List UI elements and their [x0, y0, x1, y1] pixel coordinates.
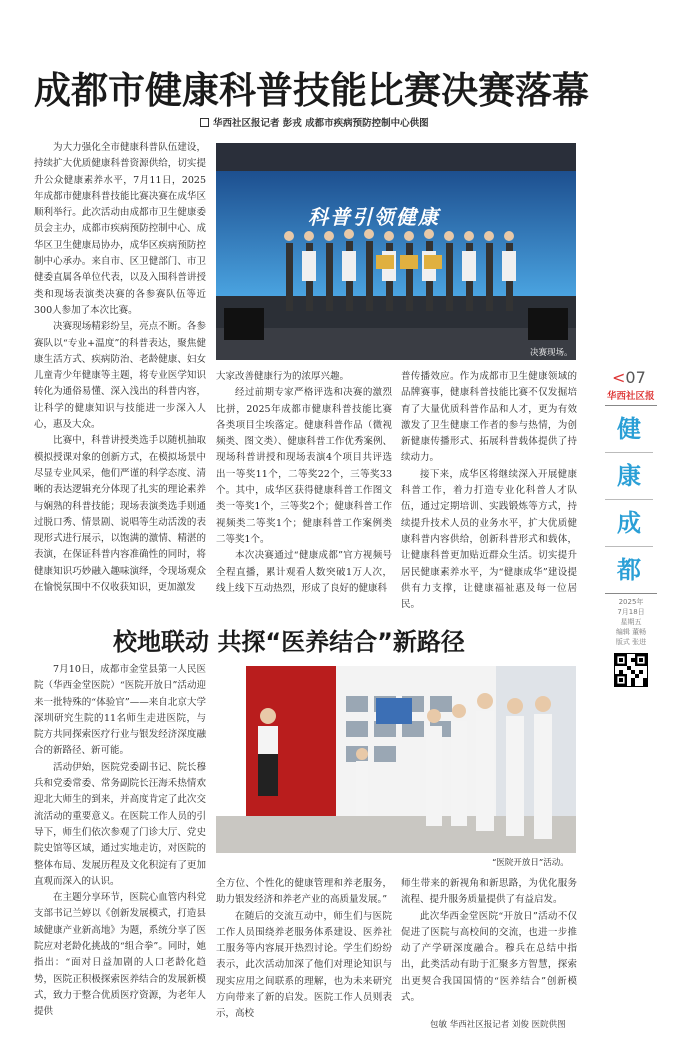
- issue-editor: 编辑 董畅: [615, 628, 647, 636]
- paragraph: 为大力强化全市健康科普队伍建设，持续扩大优质健康科普资源供给，切实提升公众健康素养水平，7月11日，2025年成都市健康科普技能比赛决赛在成华区顺利举行。此次活动由成都市卫生健康委员会主办，成都市疾病预防控制中心、成华区卫生健康局协办，成华区疾病预防控制中心承办。来自市、区卫健部门、市卫健委直属各单位代表，以及入围科普讲授类和现场表演类决赛的各参赛队伍等近300人参加了本次比赛。: [34, 142, 206, 316]
- issue-date: 2025年: [618, 598, 644, 606]
- paragraph: 在主题分享环节，医院心血管内科党支部书记兰婷以《创新发展模式，打造县域健康产业新高地》为题，系统分享了医院应对老龄化挑战的“组合拳”。同时，她指出：“面对日益加剧的人口老龄化趋势，医院正积极探索医养结合的发展新模式，致力于整合优质医疗资源，为老年人提供: [34, 892, 206, 1018]
- article2-photo: [216, 666, 576, 853]
- paragraph: 比赛中，科普讲授类选手以随机抽取模拟授课对象的创新方式，在模拟场景中尽显专业风采，他们严谨的科学态度、清晰的表达逻辑充分体现了扎实的理论素养与娴熟的科普技能；现场表演类选手则通过脱口秀、情景剧、说唱等生动活泼的表现形式进行展示，以饱满的激情、精湛的表演，在保证科普内容准确性的同时，将健康知识巧妙融入趣味演绎，令现场观众在愉悦氛围中不仅收获知识，更加激发: [34, 435, 206, 594]
- paragraph: 活动伊始，医院党委副书记、院长穆兵和党委常委、常务副院长汪海禾热情欢迎北大师生的到来，并高度肯定了此次交流活动的重要意义。在医院工作人员的引导下，师生们依次参观了门诊大厅、党史院史馆等区域，通过实地走访，对医院的整体布局、发展历程及文化积淀有了更加直观而深入的认识。: [34, 761, 206, 887]
- article2-photo-caption: “医院开放日”活动。: [492, 858, 569, 868]
- paragraph: 全方位、个性化的健康管理和养老服务，助力银发经济和养老产业的高质量发展。”: [216, 878, 392, 906]
- issue-layout: 版式 张进: [615, 638, 647, 646]
- issue-meta: [605, 597, 657, 647]
- issue-weekday: 星期五: [620, 618, 642, 626]
- article1-photo: [216, 143, 576, 360]
- byline-box-icon: [200, 118, 209, 127]
- qr-code-icon: [614, 653, 648, 687]
- article2-column-2: [216, 876, 392, 1023]
- issue-date: 7月18日: [617, 608, 645, 616]
- paragraph: 7月10日，成都市金堂县第一人民医院（华西金堂医院）“医院开放日”活动迎来一批特殊的“体验官”——来自北京大学深圳研究生院的11名师生走进医院，与院方共同探索医疗行业与银发经济深度融合的新路径、新可能。: [34, 664, 206, 757]
- page-number: <07: [612, 368, 646, 387]
- section-title-char: 都: [617, 555, 641, 584]
- paragraph: 决赛现场精彩纷呈，亮点不断。各参赛队以“专业+温度”的科普表达，聚焦健康生活方式、疾病防治、老龄健康、妇女儿童青少年健康等主题，将专业医学知识转化为通俗易懂、深入浅出的科普内容，让科学的健康知识与技能进一步深入人心，惠及大众。: [34, 321, 206, 431]
- paragraph: 接下来，成华区将继续深入开展健康科普工作，着力打造专业化科普人才队伍，通过定期培训、实践锻炼等方式，持续提升技术人员的业务水平，扩大优质健康科普内容供给，创新科普形式和载体，让健康科普更加贴近群众生活。切实提升居民健康素养水平，为“健康成华”建设提供有力支撑，让健康福祉惠及每一位居民。: [401, 468, 577, 611]
- article1-headline: 成都市健康科普技能比赛决赛落幕: [34, 69, 589, 112]
- article1-column-2: [216, 369, 392, 597]
- paragraph: 本次决赛通过“健康成都”官方视频号全程直播，累计观看人数突破1万人次，线上线下互动热烈，形成了良好的健康科: [216, 550, 392, 594]
- article1-photo-caption: 决赛现场。: [530, 348, 573, 358]
- event-stage-image: [216, 143, 576, 360]
- section-title-char: 康: [605, 453, 653, 500]
- paragraph: 此次华西金堂医院“开放日”活动不仅促进了医院与高校间的交流，也进一步推动了产学研深度融合。穆兵在总结中指出，此类活动有助于汇聚多方智慧，探索出更契合我国国情的“医养结合”创新模式。: [401, 910, 577, 1004]
- paragraph: 在随后的交流互动中，师生们与医院工作人员围绕养老服务体系建设、医养社工服务等内容展开热烈讨论。学生们纷纷表示，此次活动加深了他们对理论知识与现实应用之间联系的理解，也为未来研究方向带来了新的启发。医院工作人员则表示，高校: [216, 910, 392, 1020]
- hospital-visit-image: [216, 666, 576, 853]
- section-title-block: [605, 405, 657, 594]
- article2-column-3: [401, 876, 577, 1006]
- paragraph: 大家改善健康行为的浓厚兴趣。: [216, 371, 350, 382]
- section-name: 华西社区报: [607, 391, 655, 402]
- paragraph: 经过前期专家严格评选和决赛的激烈比拼，2025年成都市健康科普技能比赛各类项目尘埃落定。健康科普作品（微视频类、图文类）、健康科普工作优秀案例、现场科普讲授和现场表演4个项目共评选出一等奖11个，二等奖22个，三等奖33个。其中，成华区获得健康科普工作图文类一等奖1个，三等奖2个；健康科普工作视频类二等奖1个；健康科普工作案例类二等奖1个。: [216, 387, 392, 545]
- article2-byline: 包敏 华西社区报记者 刘俊 医院供图: [430, 1020, 566, 1030]
- stage-banner-text: 科普引领健康: [308, 205, 440, 229]
- section-title-char: 成: [605, 500, 653, 547]
- paragraph: 师生带来的新视角和新思路，为优化服务流程、提升服务质量提供了有益启发。: [401, 878, 577, 906]
- paragraph: 普传播效应。作为成都市卫生健康领域的品牌赛事，健康科普技能比赛不仅发掘培育了大量优质科普作品和人才，更为有效激发了卫生健康工作者的参与热情，为创新健康传播形式、拓展科普载体提供了持续动力。: [401, 371, 577, 464]
- article1-column-1: [34, 140, 206, 596]
- article1-column-3: [401, 369, 577, 613]
- article2-headline: 校地联动 共探“医养结合”新路径: [113, 628, 465, 656]
- section-title-char: 健: [605, 406, 653, 453]
- article2-column-1: [34, 662, 206, 1021]
- article1-byline: 华西社区报记者 彭戎 成都市疾病预防控制中心供图: [200, 115, 429, 129]
